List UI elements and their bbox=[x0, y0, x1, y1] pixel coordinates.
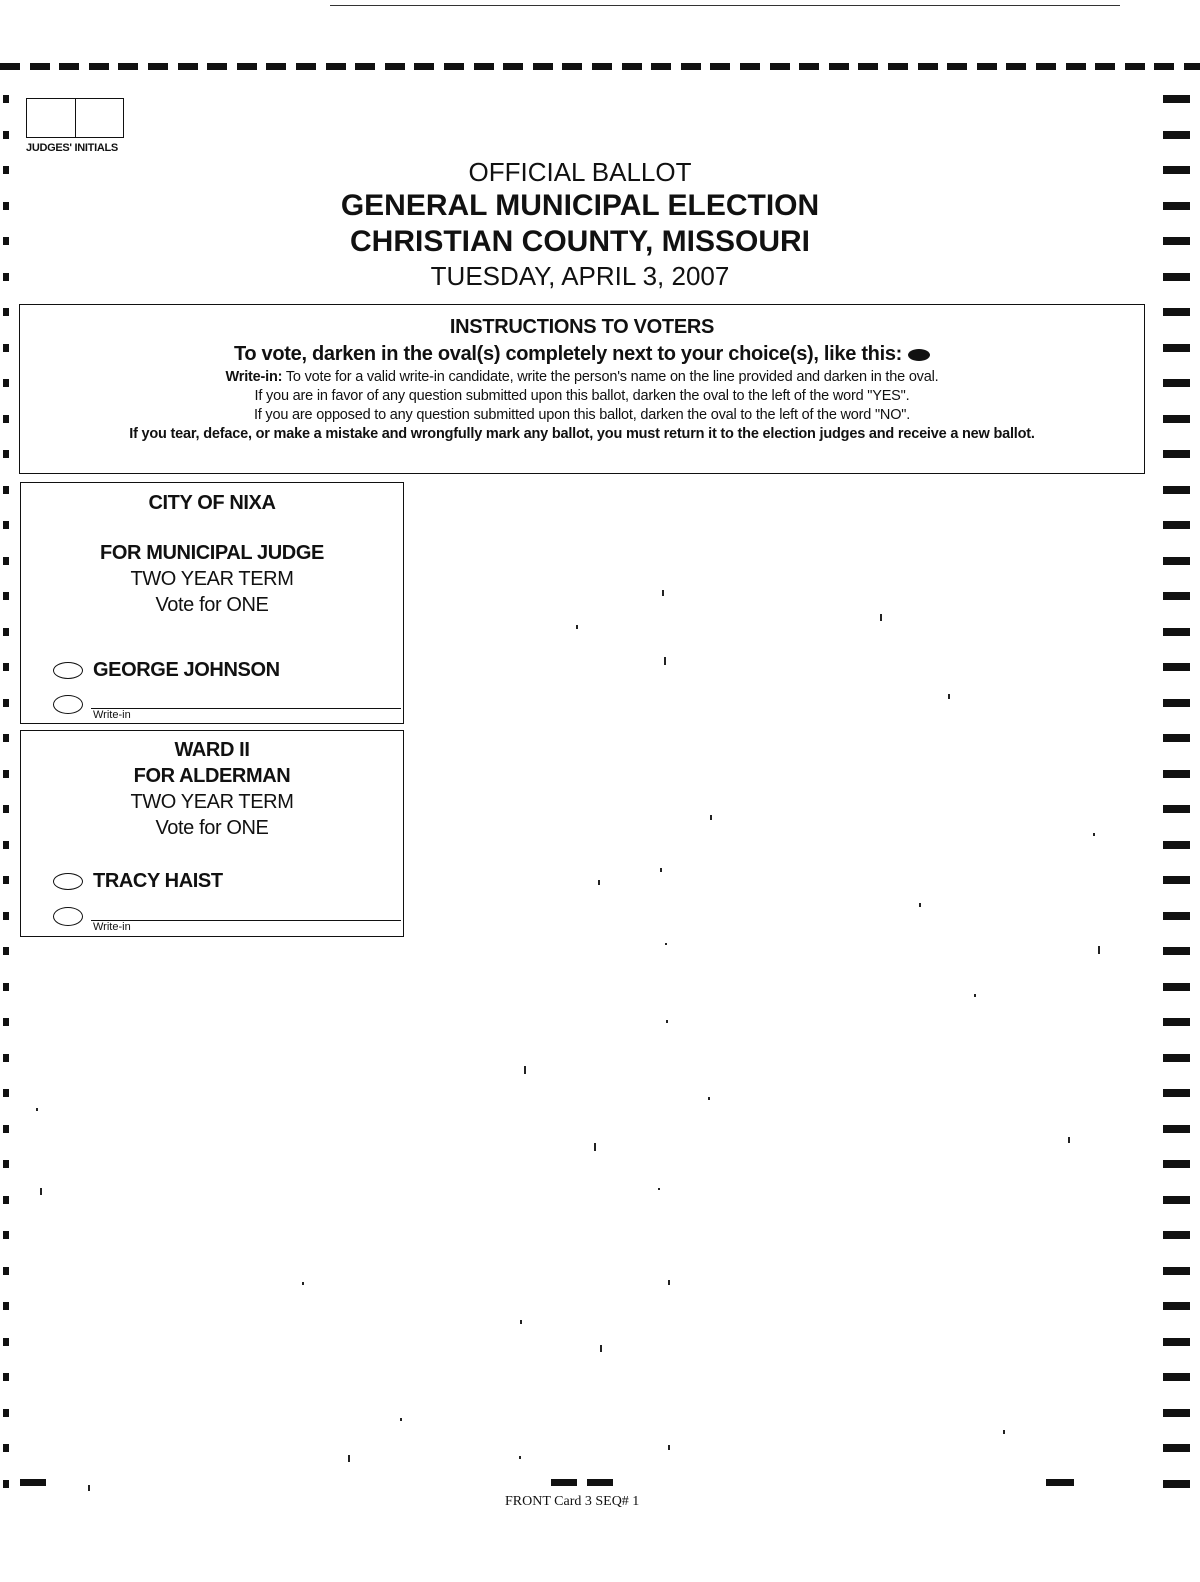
timing-mark bbox=[3, 557, 9, 565]
timing-mark bbox=[3, 592, 9, 600]
timing-mark bbox=[1163, 166, 1190, 174]
timing-mark bbox=[1163, 699, 1190, 707]
timing-mark bbox=[3, 1338, 9, 1346]
initials-cell-1[interactable] bbox=[27, 99, 75, 137]
timing-mark bbox=[3, 876, 9, 884]
timing-mark bbox=[3, 1267, 9, 1275]
speck bbox=[36, 1108, 38, 1111]
election-date: TUESDAY, APRIL 3, 2007 bbox=[430, 261, 730, 291]
judges-initials-box[interactable] bbox=[26, 98, 124, 138]
timing-mark bbox=[3, 521, 9, 529]
timing-mark bbox=[3, 1160, 9, 1168]
timing-mark bbox=[30, 63, 50, 70]
timing-mark bbox=[533, 63, 553, 70]
initials-cell-2[interactable] bbox=[75, 99, 124, 137]
speck bbox=[710, 815, 712, 820]
instructions-favor-line: If you are in favor of any question submitted upon this ballot, darken the oval to the left of the word "YES". bbox=[254, 388, 910, 404]
writein-line[interactable] bbox=[91, 920, 401, 921]
timing-mark bbox=[770, 63, 790, 70]
speck bbox=[668, 1445, 670, 1450]
speck bbox=[666, 1020, 668, 1023]
timing-mark bbox=[3, 1125, 9, 1133]
filled-oval-icon bbox=[908, 349, 930, 361]
speck bbox=[302, 1282, 304, 1285]
timing-mark bbox=[3, 1018, 9, 1026]
vote-line-text: To vote, darken in the oval(s) completely next to your choice(s), like this: bbox=[233, 343, 903, 365]
footer-mark bbox=[551, 1479, 577, 1486]
timing-mark bbox=[3, 379, 9, 387]
timing-mark bbox=[1163, 1125, 1190, 1133]
timing-mark bbox=[3, 1302, 9, 1310]
writein-row[interactable] bbox=[53, 907, 401, 937]
instructions-oppose-line: If you are opposed to any question submitted upon this ballot, darken the oval to the left of the word "NO". bbox=[253, 407, 911, 423]
timing-mark bbox=[1163, 1018, 1190, 1026]
writein-line[interactable] bbox=[91, 708, 401, 709]
timing-mark bbox=[3, 663, 9, 671]
timing-mark bbox=[1066, 63, 1086, 70]
timing-mark bbox=[622, 63, 642, 70]
race-term: TWO YEAR TERM bbox=[130, 791, 294, 813]
timing-mark bbox=[681, 63, 701, 70]
timing-mark bbox=[1184, 63, 1200, 70]
footer-mark bbox=[1046, 1479, 1074, 1486]
timing-mark bbox=[710, 63, 730, 70]
timing-mark bbox=[977, 63, 997, 70]
speck bbox=[598, 880, 600, 885]
timing-mark bbox=[414, 63, 434, 70]
timing-mark bbox=[1163, 415, 1190, 423]
top-edge-rule bbox=[330, 5, 1120, 6]
writein-text: To vote for a valid write-in candidate, write the person's name on the line provided and darken in the oval. bbox=[285, 369, 939, 385]
timing-mark bbox=[1163, 628, 1190, 636]
timing-mark bbox=[385, 63, 405, 70]
timing-mark bbox=[1163, 1054, 1190, 1062]
speck bbox=[348, 1455, 350, 1462]
speck bbox=[1093, 833, 1095, 836]
judges-initials-label: JUDGES' INITIALS bbox=[26, 142, 118, 154]
timing-mark bbox=[740, 63, 760, 70]
left-timing-marks bbox=[3, 95, 11, 1515]
timing-mark bbox=[1163, 983, 1190, 991]
writein-oval[interactable] bbox=[53, 695, 83, 714]
timing-mark bbox=[1163, 663, 1190, 671]
timing-mark bbox=[1163, 805, 1190, 813]
timing-mark bbox=[1163, 308, 1190, 316]
timing-mark bbox=[3, 912, 9, 920]
timing-mark bbox=[1163, 1373, 1190, 1381]
candidate-oval[interactable] bbox=[53, 873, 83, 890]
speck bbox=[594, 1143, 596, 1151]
timing-mark bbox=[3, 486, 9, 494]
race-vote-for: Vote for ONE bbox=[155, 817, 269, 839]
timing-mark bbox=[1163, 1160, 1190, 1168]
timing-mark bbox=[1163, 841, 1190, 849]
timing-mark bbox=[1163, 1196, 1190, 1204]
timing-mark bbox=[1163, 592, 1190, 600]
timing-mark bbox=[355, 63, 375, 70]
timing-mark bbox=[651, 63, 671, 70]
ballot-title: OFFICIAL BALLOT bbox=[468, 157, 692, 187]
timing-mark bbox=[1095, 63, 1115, 70]
timing-mark bbox=[3, 1196, 9, 1204]
speck bbox=[948, 694, 950, 699]
speck bbox=[1098, 946, 1100, 954]
timing-mark bbox=[3, 308, 9, 316]
race-vote-for: Vote for ONE bbox=[155, 594, 269, 616]
timing-mark bbox=[858, 63, 878, 70]
timing-mark bbox=[1163, 1338, 1190, 1346]
speck bbox=[708, 1097, 710, 1100]
timing-mark bbox=[3, 202, 9, 210]
timing-mark bbox=[474, 63, 494, 70]
timing-mark bbox=[3, 450, 9, 458]
timing-mark bbox=[1163, 237, 1190, 245]
speck bbox=[662, 590, 664, 596]
timing-mark bbox=[1163, 912, 1190, 920]
timing-mark bbox=[3, 805, 9, 813]
timing-mark bbox=[444, 63, 464, 70]
timing-mark bbox=[3, 841, 9, 849]
race-term: TWO YEAR TERM bbox=[130, 568, 294, 590]
race-jurisdiction: WARD II bbox=[174, 739, 250, 761]
timing-mark bbox=[1125, 63, 1145, 70]
speck bbox=[658, 1188, 660, 1190]
timing-mark bbox=[3, 983, 9, 991]
top-timing-marks bbox=[0, 63, 1200, 71]
speck bbox=[665, 943, 667, 945]
timing-mark bbox=[3, 237, 9, 245]
timing-mark bbox=[1163, 450, 1190, 458]
speck bbox=[88, 1485, 90, 1491]
timing-mark bbox=[1163, 1302, 1190, 1310]
timing-mark bbox=[178, 63, 198, 70]
speck bbox=[400, 1418, 402, 1421]
instructions-writein-line bbox=[20, 368, 1144, 387]
timing-mark bbox=[3, 166, 9, 174]
timing-mark bbox=[1163, 1231, 1190, 1239]
speck bbox=[664, 657, 666, 665]
timing-mark bbox=[3, 1409, 9, 1417]
speck bbox=[1003, 1430, 1005, 1434]
timing-mark bbox=[3, 95, 9, 103]
timing-mark bbox=[1163, 1089, 1190, 1097]
writein-caption: Write-in bbox=[93, 921, 131, 933]
timing-mark bbox=[918, 63, 938, 70]
timing-mark bbox=[829, 63, 849, 70]
timing-mark bbox=[1163, 1267, 1190, 1275]
timing-mark bbox=[1163, 1409, 1190, 1417]
candidate-row[interactable] bbox=[53, 659, 280, 682]
timing-mark bbox=[1163, 202, 1190, 210]
timing-mark bbox=[1163, 521, 1190, 529]
timing-mark bbox=[59, 63, 79, 70]
race-alderman bbox=[20, 730, 404, 937]
timing-mark bbox=[1163, 557, 1190, 565]
county-name: CHRISTIAN COUNTY, MISSOURI bbox=[349, 225, 811, 258]
timing-mark bbox=[1163, 273, 1190, 281]
race-office: FOR ALDERMAN bbox=[133, 765, 291, 787]
speck bbox=[600, 1345, 602, 1352]
candidate-oval[interactable] bbox=[53, 662, 83, 679]
timing-mark bbox=[1154, 63, 1174, 70]
timing-mark bbox=[888, 63, 908, 70]
speck bbox=[880, 614, 882, 621]
right-timing-marks bbox=[1162, 95, 1190, 1515]
speck bbox=[1068, 1137, 1070, 1143]
timing-mark bbox=[1163, 95, 1190, 103]
timing-mark bbox=[3, 1231, 9, 1239]
timing-mark bbox=[1163, 1444, 1190, 1452]
race-jurisdiction: CITY OF NIXA bbox=[148, 492, 276, 514]
timing-mark bbox=[1163, 734, 1190, 742]
timing-mark bbox=[89, 63, 109, 70]
timing-mark bbox=[3, 1444, 9, 1452]
footer-mark bbox=[587, 1479, 613, 1486]
timing-mark bbox=[3, 1373, 9, 1381]
instructions-box bbox=[19, 304, 1145, 474]
instructions-vote-line bbox=[20, 340, 1144, 368]
timing-mark bbox=[3, 734, 9, 742]
writein-caption: Write-in bbox=[93, 709, 131, 721]
timing-mark bbox=[118, 63, 138, 70]
timing-mark bbox=[207, 63, 227, 70]
speck bbox=[660, 868, 662, 872]
timing-mark bbox=[3, 273, 9, 281]
timing-mark bbox=[3, 770, 9, 778]
speck bbox=[576, 625, 578, 629]
timing-mark bbox=[296, 63, 316, 70]
timing-mark bbox=[562, 63, 582, 70]
instructions-title: INSTRUCTIONS TO VOTERS bbox=[449, 316, 715, 338]
timing-mark bbox=[1163, 379, 1190, 387]
timing-mark bbox=[1006, 63, 1026, 70]
timing-mark bbox=[266, 63, 286, 70]
timing-mark bbox=[3, 1054, 9, 1062]
timing-mark bbox=[1163, 1480, 1190, 1488]
instructions-mistake-line: If you tear, deface, or make a mistake and wrongfully mark any ballot, you must return it to the election judges and receive a new ballot. bbox=[129, 426, 1035, 442]
timing-mark bbox=[1036, 63, 1056, 70]
timing-mark bbox=[1163, 770, 1190, 778]
speck bbox=[668, 1280, 670, 1285]
timing-mark bbox=[1163, 344, 1190, 352]
timing-mark bbox=[1163, 486, 1190, 494]
timing-mark bbox=[3, 131, 9, 139]
timing-mark bbox=[3, 344, 9, 352]
timing-mark bbox=[1163, 876, 1190, 884]
timing-mark bbox=[1163, 131, 1190, 139]
timing-mark bbox=[3, 628, 9, 636]
timing-mark bbox=[3, 1089, 9, 1097]
timing-mark bbox=[503, 63, 523, 70]
timing-mark bbox=[148, 63, 168, 70]
election-name: GENERAL MUNICIPAL ELECTION bbox=[340, 189, 820, 222]
race-municipal-judge bbox=[20, 482, 404, 724]
speck bbox=[519, 1456, 521, 1459]
speck bbox=[520, 1320, 522, 1324]
timing-mark bbox=[3, 415, 9, 423]
card-sequence-label: FRONT Card 3 SEQ# 1 bbox=[505, 1494, 640, 1509]
timing-mark bbox=[3, 699, 9, 707]
timing-mark bbox=[3, 947, 9, 955]
timing-mark bbox=[592, 63, 612, 70]
ballot-header bbox=[180, 156, 980, 292]
timing-mark bbox=[237, 63, 257, 70]
footer-mark bbox=[20, 1479, 46, 1486]
timing-mark bbox=[326, 63, 346, 70]
speck bbox=[919, 903, 921, 907]
timing-mark bbox=[0, 63, 20, 70]
race-office: FOR MUNICIPAL JUDGE bbox=[100, 542, 324, 564]
timing-mark bbox=[947, 63, 967, 70]
candidate-row[interactable] bbox=[53, 870, 223, 893]
candidate-name: GEORGE JOHNSON bbox=[93, 659, 280, 681]
writein-oval[interactable] bbox=[53, 907, 83, 926]
speck bbox=[974, 994, 976, 997]
timing-mark bbox=[3, 1480, 9, 1488]
speck bbox=[524, 1066, 526, 1074]
timing-mark bbox=[799, 63, 819, 70]
speck bbox=[40, 1188, 42, 1195]
timing-mark bbox=[1163, 947, 1190, 955]
candidate-name: TRACY HAIST bbox=[93, 870, 223, 892]
writein-label: Write-in: bbox=[225, 369, 283, 385]
writein-row[interactable] bbox=[53, 695, 401, 725]
